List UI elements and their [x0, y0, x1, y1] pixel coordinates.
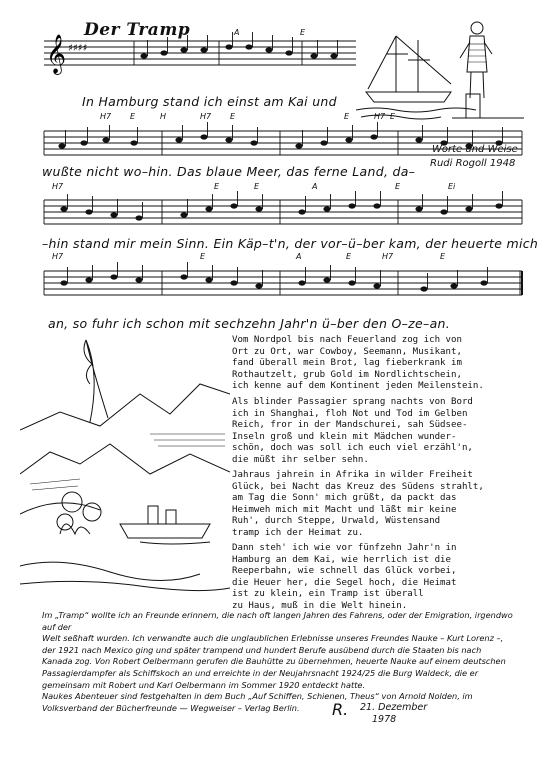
- harbor-illustration: [356, 14, 524, 126]
- chord: H7: [382, 252, 394, 261]
- lyric-line-1: In Hamburg stand ich einst am Kai und: [82, 94, 337, 109]
- footnote-line: Welt seßhaft wurden. Ich verwandte auch die unglaublichen Erlebnisse unseres Freundes Nauke – Kurt Lorenz –,: [42, 633, 504, 644]
- footnote-line: Im „Tramp“ wollte ich an Freunde erinnern, die nach oft langen Jahren des Fahrens, oder der Emigration, irgendwo auf der: [42, 610, 513, 632]
- chord: E: [230, 112, 236, 121]
- song-title: Der Tramp: [84, 20, 191, 40]
- music-staff-3: [44, 194, 522, 226]
- chord: A: [312, 182, 318, 191]
- chord: H: [160, 112, 167, 121]
- chord: E: [344, 112, 350, 121]
- lyric-line-3: –hin stand mir mein Sinn. Ein Käp–t'n, der vor–ü–ber kam, der heuerte mich: [42, 236, 539, 251]
- svg-text:♯♯♯♯: ♯♯♯♯: [68, 43, 88, 54]
- lyric-line-2: wußte nicht wo–hin. Das blaue Meer, das ferne Land, da–: [42, 164, 416, 179]
- music-staff-4: [44, 265, 522, 297]
- chord: A: [296, 252, 302, 261]
- footnote-line: Volksverband der Bücherfreunde — Wegweiser – Verlag Berlin.: [42, 702, 300, 713]
- chord: H7: [52, 252, 64, 261]
- landscape-illustration: [20, 334, 230, 596]
- signature-initials: R.: [332, 700, 349, 719]
- footnote: [42, 610, 522, 714]
- chord: H7: [100, 112, 112, 121]
- chord: E: [300, 28, 306, 37]
- verse-1: Vom Nordpol bis nach Feuerland zog ich von Ort zu Ort, war Cowboy, Seemann, Musikant, fand überall mein Brot, lag fieberkrank im Rothautzelt, grub Gold im Nordlichtschein, ich kenne auf dem Kontinent jeden Meilenstein.: [232, 335, 484, 392]
- footnote-line: gemeinsam mit Robert und Karl Oelbermann im Sommer 1920 entdeckt hatte.: [42, 679, 366, 690]
- signature-date: 21. Dezember: [360, 702, 428, 713]
- footnote-line: der 1921 nach Mexico ging und später trampend und hundert Berufe ausübend durch die Staaten bis nach: [42, 644, 482, 655]
- verse-4: Dann steh' ich wie vor fünfzehn Jahr'n in Hamburg an dem Kai, wie herrlich ist die Reeperbahn, wie schnell das Glück vorbei, die Heuer her, die Segel hoch, die Heimat ist zu klein, ein Tramp ist überall zu Haus, muß in die Welt hinein.: [232, 543, 457, 611]
- chord: Ei: [448, 182, 456, 191]
- chord: E: [214, 182, 220, 191]
- chord: A: [234, 28, 240, 37]
- chord: E: [346, 252, 352, 261]
- music-staff-1: [44, 34, 356, 74]
- footnote-line: Naukes Abenteuer sind festgehalten in dem Buch „Auf Schiffen, Schienen, Theus“ von Arnold Nolden, im: [42, 691, 473, 702]
- footnote-line: Kanada zog. Von Robert Oelbermann gerufen die Bauhütte zu übernehmen, heuerte Nauke auf einem deutschen: [42, 656, 506, 667]
- credit-words-music: Worte und Weise: [432, 144, 518, 155]
- verse-2: Als blinder Passagier sprang nachts von Bord ich in Shanghai, floh Not und Tod im Gelben Reich, fror in der Mandschurei, sah Südsee- Inseln groß und klein mit Mädchen wunder- schön, doch was soll ich euch viel erzähl'n, die müßt ihr selber sehn.: [232, 397, 473, 465]
- credit-author: Rudi Rogoll 1948: [430, 158, 516, 169]
- chord: E: [390, 112, 396, 121]
- chord: E: [440, 252, 446, 261]
- chord: H7: [374, 112, 386, 121]
- chord: E: [200, 252, 206, 261]
- lyric-line-4: an, so fuhr ich schon mit sechzehn Jahr'n ü–ber den O–ze–an.: [48, 316, 451, 331]
- svg-text:𝄞: 𝄞: [46, 34, 67, 74]
- chord: H7: [52, 182, 64, 191]
- signature-year: 1978: [372, 714, 397, 725]
- chord: E: [254, 182, 260, 191]
- chord: H7: [200, 112, 212, 121]
- verse-3: Jahraus jahrein in Afrika in wilder Freiheit Glück, bei Nacht das Kreuz des Südens strahlt, am Tag die Sonn' mich grüßt, da packt das Heimweh mich mit Macht und läßt mir keine Ruh', durch Steppe, Urwald, Wüstensand tramp ich der Heimat zu.: [232, 470, 484, 538]
- chord: E: [395, 182, 401, 191]
- chord: E: [130, 112, 136, 121]
- footnote-line: Passagierdampfer als Schiffskoch an und erreichte in der Neujahrsnacht 1924/25 die Burg Waldeck, die er: [42, 667, 479, 678]
